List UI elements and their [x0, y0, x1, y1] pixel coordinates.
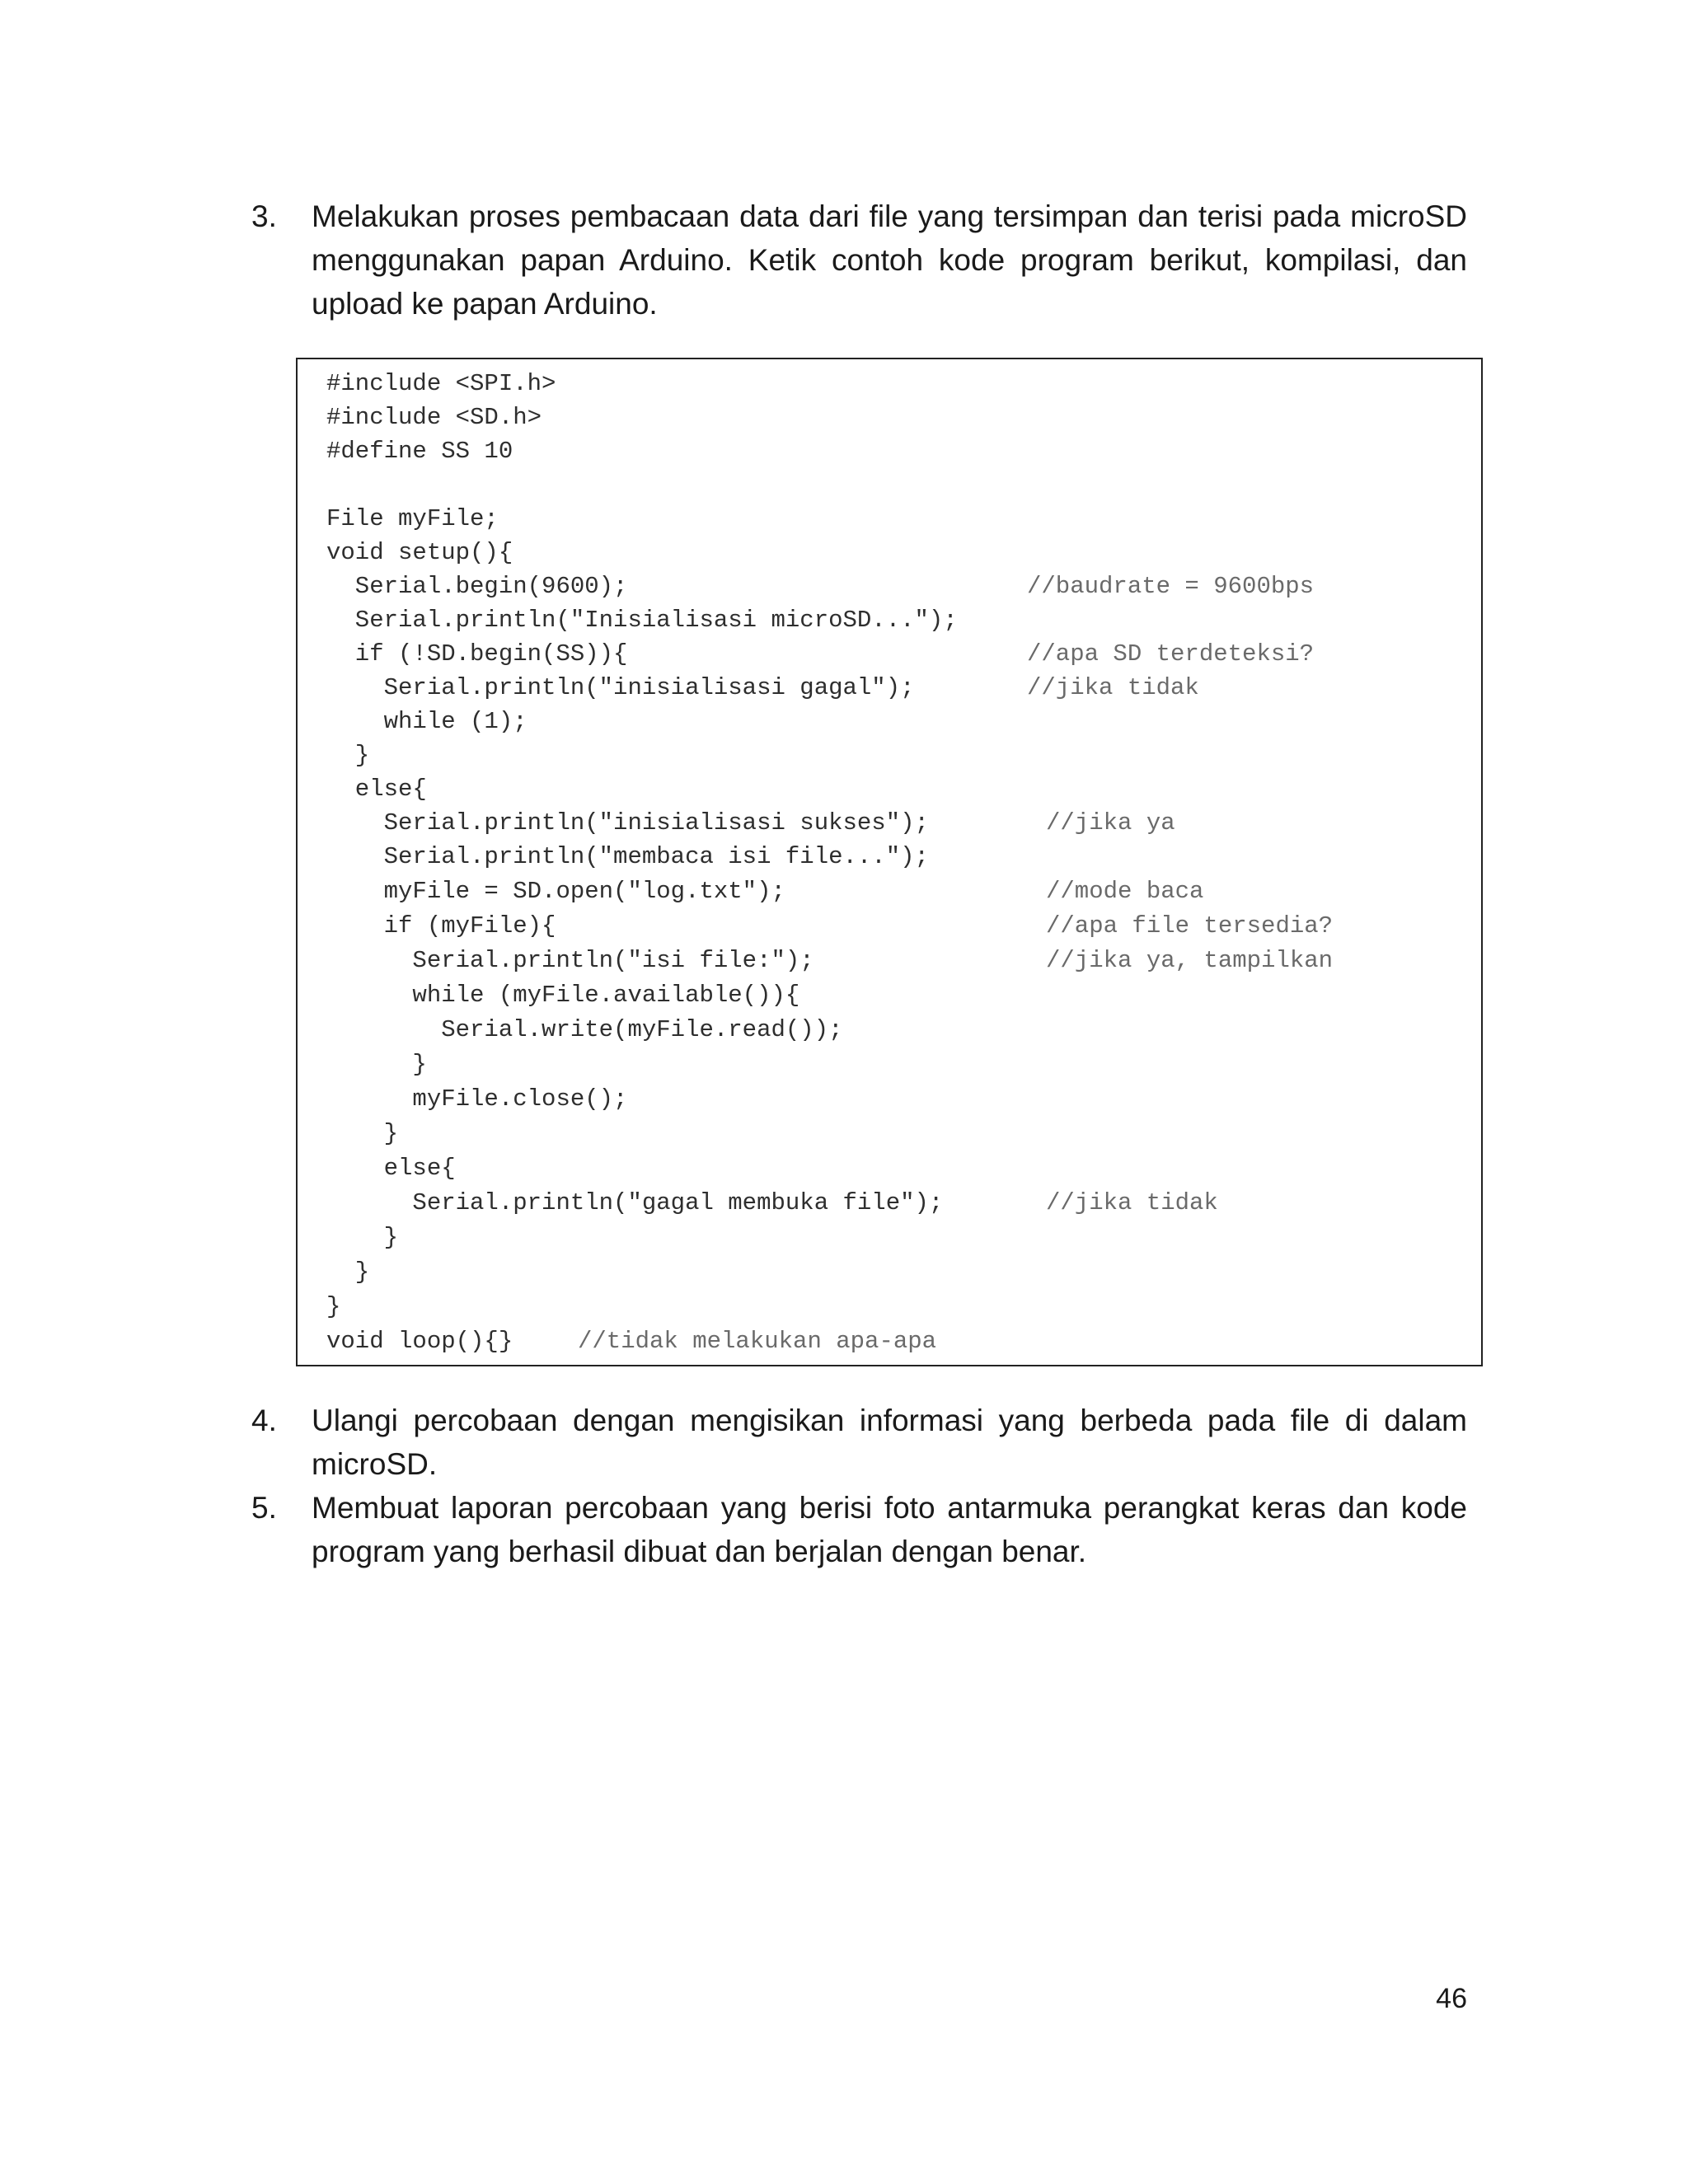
code-line: }: [326, 1051, 427, 1078]
code-line: else{: [326, 1155, 456, 1182]
list-item-5: [251, 1486, 1467, 1573]
code-line: #define SS 10: [326, 438, 513, 465]
list-number: 4.: [251, 1404, 277, 1437]
code-line: Serial.println("gagal membuka file");: [326, 1189, 944, 1216]
list-item-3: [251, 194, 1467, 326]
code-comment: //jika tidak: [1027, 674, 1199, 701]
code-comment: //apa SD terdeteksi?: [1027, 640, 1315, 668]
code-line: }: [326, 1224, 399, 1251]
code-line: void loop(){}: [326, 1328, 513, 1355]
code-line: }: [326, 1258, 370, 1286]
list-text: Membuat laporan percobaan yang berisi foto antarmuka perangkat keras dan kode program yang berhasil dibuat dan berjalan dengan benar.: [312, 1491, 1467, 1568]
code-comment: //baudrate = 9600bps: [1027, 573, 1315, 600]
code-line: Serial.begin(9600);: [326, 573, 628, 600]
code-line: myFile = SD.open("log.txt");: [326, 878, 785, 905]
list-number: 5.: [251, 1491, 277, 1525]
code-comment: //apa file tersedia?: [1046, 912, 1334, 940]
code-comment: //tidak melakukan apa-apa: [578, 1328, 937, 1355]
code-line: #include <SD.h>: [326, 404, 542, 431]
code-line: Serial.println("inisialisasi gagal");: [326, 674, 915, 701]
code-line: Serial.println("inisialisasi sukses");: [326, 809, 929, 837]
code-line: while (myFile.available()){: [326, 982, 800, 1009]
code-line: }: [326, 1293, 341, 1320]
list-item-4: [251, 1399, 1467, 1486]
page-number: 46: [1436, 1983, 1467, 2014]
code-comment: //jika ya, tampilkan: [1046, 947, 1334, 974]
code-line: File myFile;: [326, 505, 499, 532]
code-line: myFile.close();: [326, 1085, 628, 1113]
code-line: void setup(){: [326, 539, 513, 566]
code-line: Serial.println("isi file:");: [326, 947, 814, 974]
code-line: Serial.println("Inisialisasi microSD...");: [326, 607, 958, 634]
code-comment: //mode baca: [1046, 878, 1204, 905]
code-block: [296, 358, 1483, 1366]
code-line: Serial.write(myFile.read());: [326, 1016, 843, 1043]
code-comment: //jika tidak: [1046, 1189, 1218, 1216]
code-line: if (myFile){: [326, 912, 556, 940]
code-line: }: [326, 742, 370, 769]
list-text: Ulangi percobaan dengan mengisikan informasi yang berbeda pada file di dalam microSD.: [312, 1404, 1467, 1481]
list-number: 3.: [251, 199, 277, 233]
code-line: Serial.println("membaca isi file...");: [326, 843, 929, 870]
code-line: while (1);: [326, 708, 528, 735]
code-line: if (!SD.begin(SS)){: [326, 640, 628, 668]
code-line: else{: [326, 776, 427, 803]
list-text: Melakukan proses pembacaan data dari file yang tersimpan dan terisi pada microSD menggunakan papan Arduino. Ketik contoh kode program berikut, kompilasi, dan upload ke papan Arduino.: [312, 199, 1467, 321]
code-comment: //jika ya: [1046, 809, 1175, 837]
code-line: }: [326, 1120, 399, 1147]
code-line: #include <SPI.h>: [326, 370, 556, 397]
